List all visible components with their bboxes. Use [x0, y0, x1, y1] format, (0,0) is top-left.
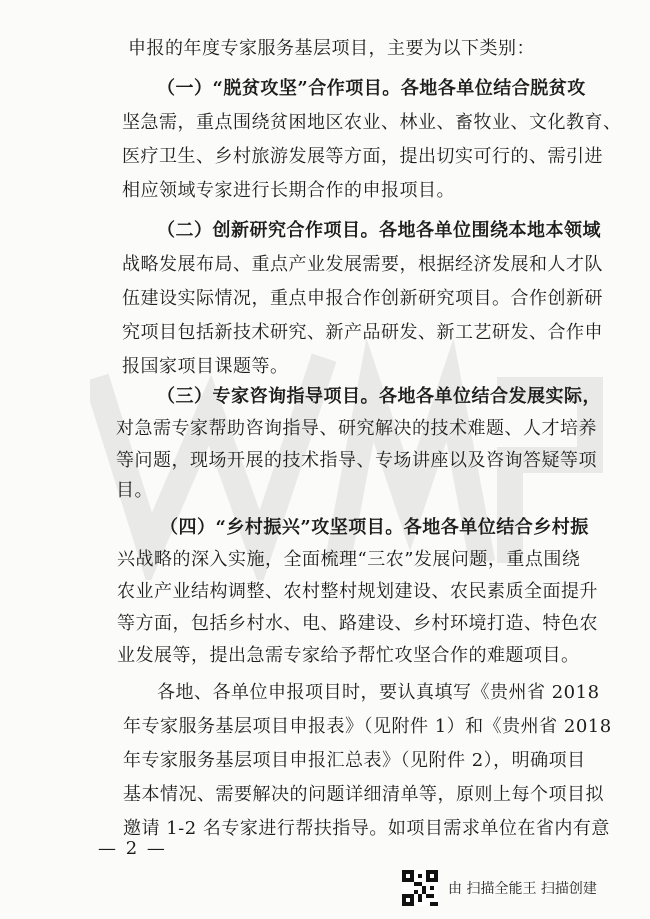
- body-text-line: 战略发展布局、重点产业发展需要，根据经济发展和人才队: [122, 254, 603, 275]
- section-heading-line: （三）专家咨询指导项目。各地各单位结合发展实际，: [157, 386, 601, 407]
- body-text-line: 邀请 1-2 名专家进行帮扶指导。如项目需求单位在省内有意: [123, 818, 610, 839]
- body-text-line: 对急需专家帮助咨询指导、研究解决的技术难题、人才培养: [116, 418, 597, 439]
- body-text-line: 业发展等，提出急需专家给予帮忙攻坚合作的难题项目。: [117, 645, 580, 666]
- body-text-line: 相应领域专家进行长期合作的申报项目。: [122, 180, 455, 201]
- body-text-line: 医疗卫生、乡村旅游发展等方面，提出切实可行的、需引进: [122, 146, 603, 167]
- page-number: — 2 —: [98, 838, 167, 859]
- body-text-line: 年专家服务基层项目申报汇总表》（见附件 2），明确项目: [123, 750, 586, 771]
- body-text-line: 各地、各单位申报项目时，要认真填写《贵州省 2018: [157, 682, 600, 703]
- body-text-line: 等方面，包括乡村水、电、路建设、乡村环境打造、特色农: [117, 613, 598, 634]
- body-text-line: 目。: [116, 480, 153, 501]
- scanner-badge: [402, 868, 597, 908]
- body-text-line: 基本情况、需要解决的问题详细清单等，原则上每个项目拟: [123, 784, 604, 805]
- body-text-line: 农业产业结构调整、农村整村规划建设、农民素质全面提升: [117, 581, 598, 602]
- body-text-line: 伍建设实际情况，重点申报合作创新研究项目。合作创新研: [122, 288, 603, 309]
- scanner-badge-text: 由 扫描全能王 扫描创建: [448, 881, 597, 897]
- body-text-line: 究项目包括新技术研究、新产品研发、新工艺研发、合作申: [122, 322, 603, 343]
- body-text-line: 坚急需，重点围绕贫困地区农业、林业、畜牧业、文化教育、: [122, 112, 622, 133]
- section-heading-line: （二）创新研究合作项目。各地各单位围绕本地本领域: [157, 220, 601, 241]
- body-text-line: 等问题，现场开展的技术指导、专场讲座以及咨询答疑等项: [116, 450, 597, 471]
- section-heading-line: （四）“乡村振兴”攻坚项目。各地各单位结合乡村振: [160, 517, 589, 538]
- qr-code-icon: [402, 870, 438, 906]
- body-text-line: 报国家项目课题等。: [122, 356, 289, 377]
- section-heading-line: （一）“脱贫攻坚”合作项目。各地各单位结合脱贫攻: [157, 78, 586, 99]
- body-text-line: 年专家服务基层项目申报表》（见附件 1）和《贵州省 2018: [123, 716, 612, 737]
- body-text-line: 兴战略的深入实施，全面梳理“三农”发展问题，重点围绕: [117, 549, 581, 570]
- body-text-line: 申报的年度专家服务基层项目，主要为以下类别：: [128, 38, 535, 59]
